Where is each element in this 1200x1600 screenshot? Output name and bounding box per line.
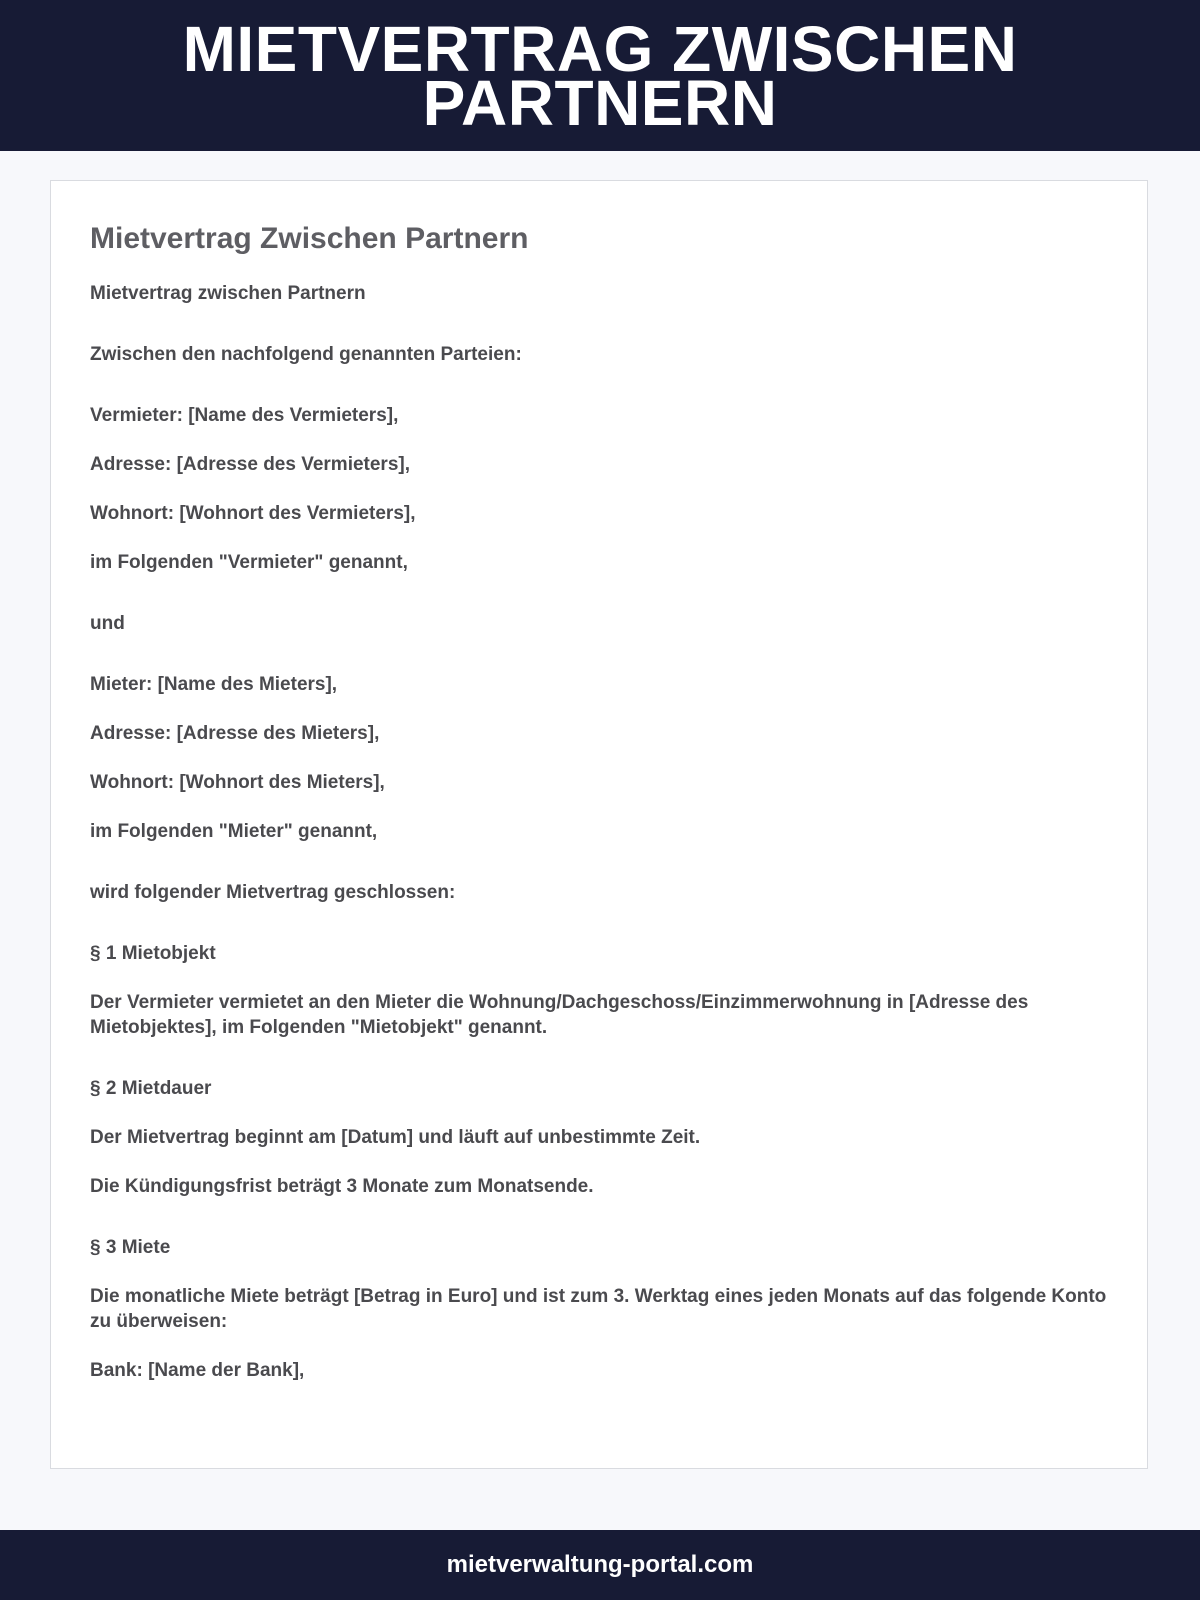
- doc-tenant-residence: Wohnort: [Wohnort des Mieters],: [90, 772, 385, 793]
- doc-subtitle: Mietvertrag zwischen Partnern: [90, 283, 366, 304]
- doc-section-3-heading: § 3 Miete: [90, 1237, 171, 1258]
- doc-section-1-text: Der Vermieter vermietet an den Mieter die Wohnung/Dachgeschoss/Einzimmerwohnung in [Adresse des Mietobjektes], im Folgenden "Mietobjekt" genannt.: [90, 992, 1029, 1038]
- doc-tenant-designation: im Folgenden "Mieter" genannt,: [90, 821, 378, 842]
- doc-landlord-address: Adresse: [Adresse des Vermieters],: [90, 454, 410, 475]
- page-footer: [0, 1530, 1200, 1600]
- doc-parties-intro: Zwischen den nachfolgend genannten Parteien:: [90, 344, 522, 365]
- doc-landlord-designation: im Folgenden "Vermieter" genannt,: [90, 552, 408, 573]
- footer-site-name: mietverwaltung-portal.com: [446, 1551, 754, 1578]
- document-title: Mietvertrag Zwischen Partnern: [90, 222, 529, 255]
- doc-and: und: [90, 613, 125, 634]
- doc-landlord-name: Vermieter: [Name des Vermieters],: [90, 405, 399, 426]
- doc-section-2-text-start: Der Mietvertrag beginnt am [Datum] und läuft auf unbestimmte Zeit.: [90, 1127, 701, 1148]
- doc-section-2-heading: § 2 Mietdauer: [90, 1078, 212, 1099]
- doc-section-3-text: Die monatliche Miete beträgt [Betrag in Euro] und ist zum 3. Werktag eines jeden Monats auf das folgende Konto zu überweisen:: [90, 1286, 1107, 1332]
- doc-section-2-text-notice: Die Kündigungsfrist beträgt 3 Monate zum Monatsende.: [90, 1176, 594, 1197]
- doc-section-1-heading: § 1 Mietobjekt: [90, 943, 216, 964]
- doc-bank-line: Bank: [Name der Bank],: [90, 1360, 305, 1381]
- doc-tenant-name: Mieter: [Name des Mieters],: [90, 674, 338, 695]
- page-title: MIETVERTRAG ZWISCHEN PARTNERN: [182, 12, 1018, 139]
- document-card: [50, 180, 1148, 1469]
- doc-landlord-residence: Wohnort: [Wohnort des Vermieters],: [90, 503, 416, 524]
- page-header: [0, 0, 1200, 151]
- document-body: [90, 281, 1108, 1383]
- doc-contract-intro: wird folgender Mietvertrag geschlossen:: [90, 882, 456, 903]
- doc-tenant-address: Adresse: [Adresse des Mieters],: [90, 723, 380, 744]
